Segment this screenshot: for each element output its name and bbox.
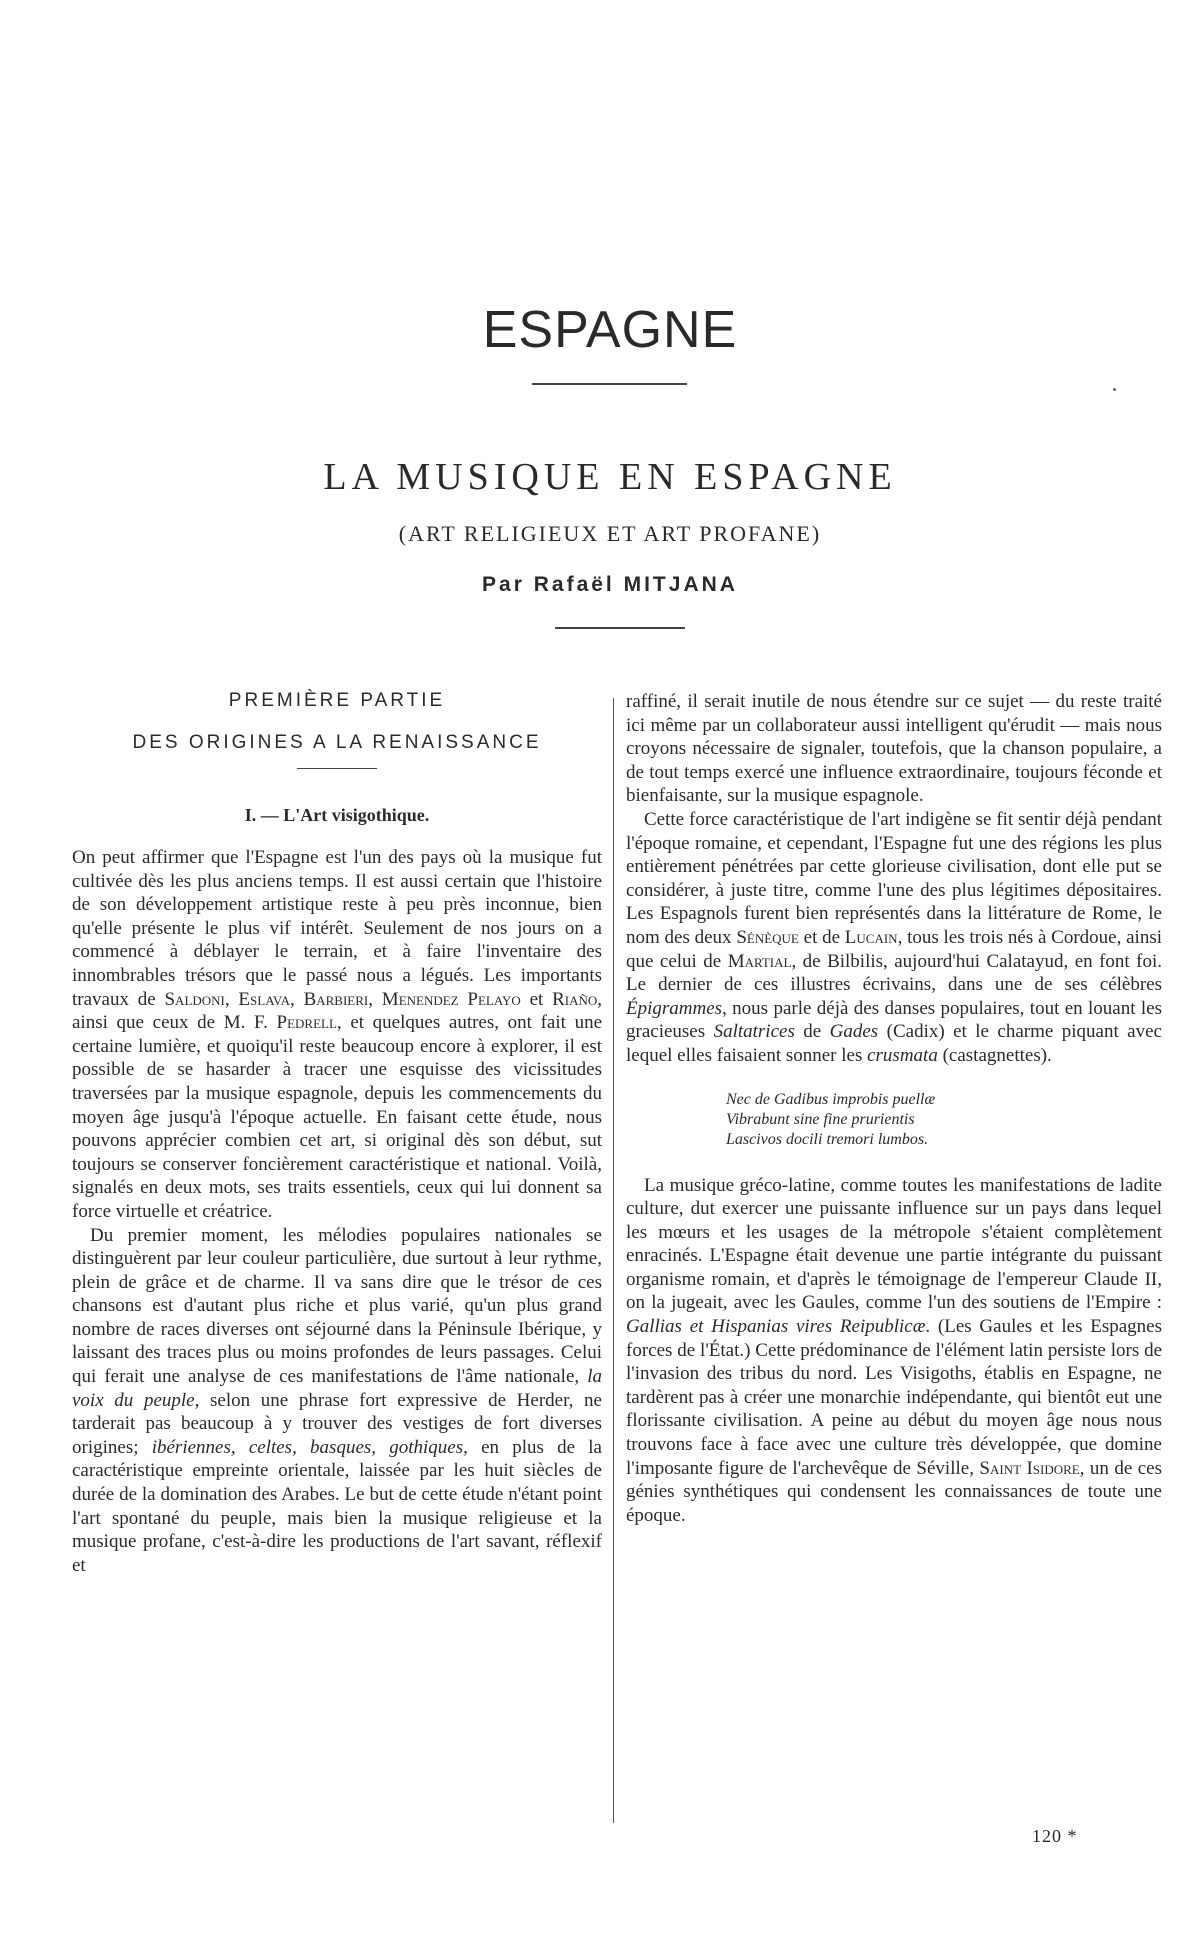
italic-phrase: ibériennes, celtes, basques, gothiques xyxy=(151,1436,464,1458)
author-name: Saint Isidore xyxy=(979,1457,1080,1479)
article-title: LA MUSIQUE EN ESPAGNE xyxy=(323,456,897,498)
italic-phrase: la voix du peuple xyxy=(72,1366,602,1411)
paragraph: La musique gréco-latine, comme toutes les manifestations de ladite culture, dut exercer une puissante influence sur un pays dans lequel les mœurs et les usages de la métropole s'étaient complètement enracinés. L'Espagne était devenue une partie intégrante du puissant organisme romain, et d'après le témoignage de l'empereur Claude II, on la jugeait, avec les Gaules, comme l'un des soutiens de l'Empire : Gallias et Hispanias vires Reipublicæ. (Les Gaules et les Espagnes forces de l'État.) Cette prédominance de l'élément latin persiste lors de l'invasion des tribus du nord. Les Visigoths, établis en Espagne, ne tardèrent pas à créer une monarchie indépendante, qui bientôt eut une florissante civilisation. A peine au début du moyen âge nous nous trouvons face à face avec une culture très développée, que domine l'imposante figure de l'archevêque de Séville, Saint Isidore, un de ces génies synthétiques qui condensent les connaissances de toute une époque. xyxy=(626,1174,1162,1526)
italic-phrase: Saltatrices xyxy=(713,1021,795,1043)
author-name: Riaño xyxy=(552,988,598,1010)
article-subtitle: (ART RELIGIEUX ET ART PROFANE) xyxy=(398,521,822,546)
right-column xyxy=(626,690,1162,1527)
part-title: PREMIÈRE PARTIE xyxy=(228,690,446,711)
author-name: Saldoni xyxy=(164,988,225,1010)
latin-verse xyxy=(626,1090,1162,1150)
author-name: Martial xyxy=(727,950,792,972)
author-name: Menendez Pelayo xyxy=(381,988,521,1010)
left-column xyxy=(72,690,602,1577)
main-title: ESPAGNE xyxy=(482,301,738,359)
author-name: Lucain xyxy=(844,926,898,948)
italic-phrase: Gallias et Hispanias vires Reipublicæ xyxy=(626,1316,926,1338)
author-name: Eslava xyxy=(238,988,291,1010)
title-rule xyxy=(532,383,687,385)
column-divider xyxy=(613,698,614,1823)
italic-phrase: Épigrammes xyxy=(626,997,723,1019)
author-name: Sénèque xyxy=(736,926,799,948)
paragraph: Du premier moment, les mélodies populaires nationales se distinguèrent par leur couleur particulière, due surtout à leur rythme, plein de grâce et de charme. Il va sans dire que le trésor de ces chansons est d'autant plus riche et plus varié, qu'un plus grand nombre de races diverses ont séjourné dans la Péninsule Ibérique, y laissant des traces plus ou moins profondes de leurs passages. Celui qui ferait une analyse de ces manifestations de l'âme nationale, la voix du peuple, selon une phrase fort expressive de Herder, ne tarderait pas beaucoup à y trouver des vestiges de fort diverses origines; ibériennes, celtes, basques, gothiques, en plus de la caractéristique empreinte orientale, laissée par les huit siècles de durée de la domination des Arabes. Le but de cette étude n'étant point l'art spontané du peuple, mais bien la musique religieuse et la musique profane, c'est-à-dire les productions de l'art savant, réflexif et xyxy=(72,1224,602,1576)
part-subtitle: DES ORIGINES A LA RENAISSANCE xyxy=(132,732,542,753)
verse-line: Lascivos docili tremori lumbos. xyxy=(726,1130,929,1148)
verse-line: Vibrabunt sine fine prurientis xyxy=(726,1110,915,1128)
verse-line: Nec de Gadibus improbis puellæ xyxy=(726,1090,936,1108)
part-rule xyxy=(297,768,377,769)
paragraph: raffiné, il serait inutile de nous étendre sur ce sujet — du reste traité ici même par un collaborateur aussi intelligent qu'érudit — mais nous croyons nécessaire de signaler, toutefois, que la chanson populaire, a de tout temps exercé une influence extraordinaire, toujours féconde et bienfaisante, sur la musique espagnole. xyxy=(626,691,1162,807)
author-byline: Par Rafaël MITJANA xyxy=(482,573,738,596)
paragraph: Cette force caractéristique de l'art indigène se fit sentir déjà pendant l'époque romaine, et cependant, l'Espagne fut une des régions les plus entièrement pénétrées par cette glorieuse civilisation, dont elle put se considérer, à juste titre, comme l'une des plus légitimes dépositaires. Les Espagnols furent bien représentés dans la littérature de Rome, le nom des deux Sénèque et de Lucain, tous les trois nés à Cordoue, ainsi que celui de Martial, de Bilbilis, aujourd'hui Calatayud, en font foi. Le dernier de ces illustres écrivains, dans une de ses célèbres Épigrammes, nous parle déjà des danses populaires, tout en louant les gracieuses Saltatrices de Gades (Cadix) et le charme piquant avec lequel elles faisaient sonner les crusmata (castagnettes). xyxy=(626,808,1163,1066)
author-name: Pedrell xyxy=(276,1012,337,1034)
speck-mark xyxy=(1113,388,1116,391)
byline-rule xyxy=(555,627,685,629)
section-heading: I. — L'Art visigothique. xyxy=(244,805,430,825)
italic-phrase: crusmata xyxy=(867,1044,938,1066)
paragraph: On peut affirmer que l'Espagne est l'un des pays où la musique fut cultivée dès les plus anciens temps. Il est aussi certain que l'histoire de son développement artistique reste à peu près inconnue, bien qu'elle présente le plus vif intérêt. Seulement de nos jours on a commencé à déblayer le terrain, et à faire l'inventaire des innombrables trésors que le passé nous a légués. Les importants travaux de Saldoni, Eslava, Barbieri, Menendez Pelayo et Riaño, ainsi que ceux de M. F. Pedrell, et quelques autres, ont fait une certaine lumière, et quoiqu'il reste beaucoup encore à explorer, il est possible de se hasarder à tracer une esquisse des vicissitudes traversées par la musique espagnole, depuis les commencements du moyen âge jusqu'à l'époque actuelle. En faisant cette étude, nous pouvons apprécier combien cet art, si original dès son début, sut toujours se conserver foncièrement caractéristique et national. Voilà, signalés en deux mots, ses traits essentiels, ceux qui lui donnent sa force virtuelle et créatrice. xyxy=(72,847,603,1222)
author-name: Barbieri xyxy=(303,988,369,1010)
italic-phrase: Gades xyxy=(829,1021,879,1043)
page-number: 120 * xyxy=(1032,1826,1078,1846)
